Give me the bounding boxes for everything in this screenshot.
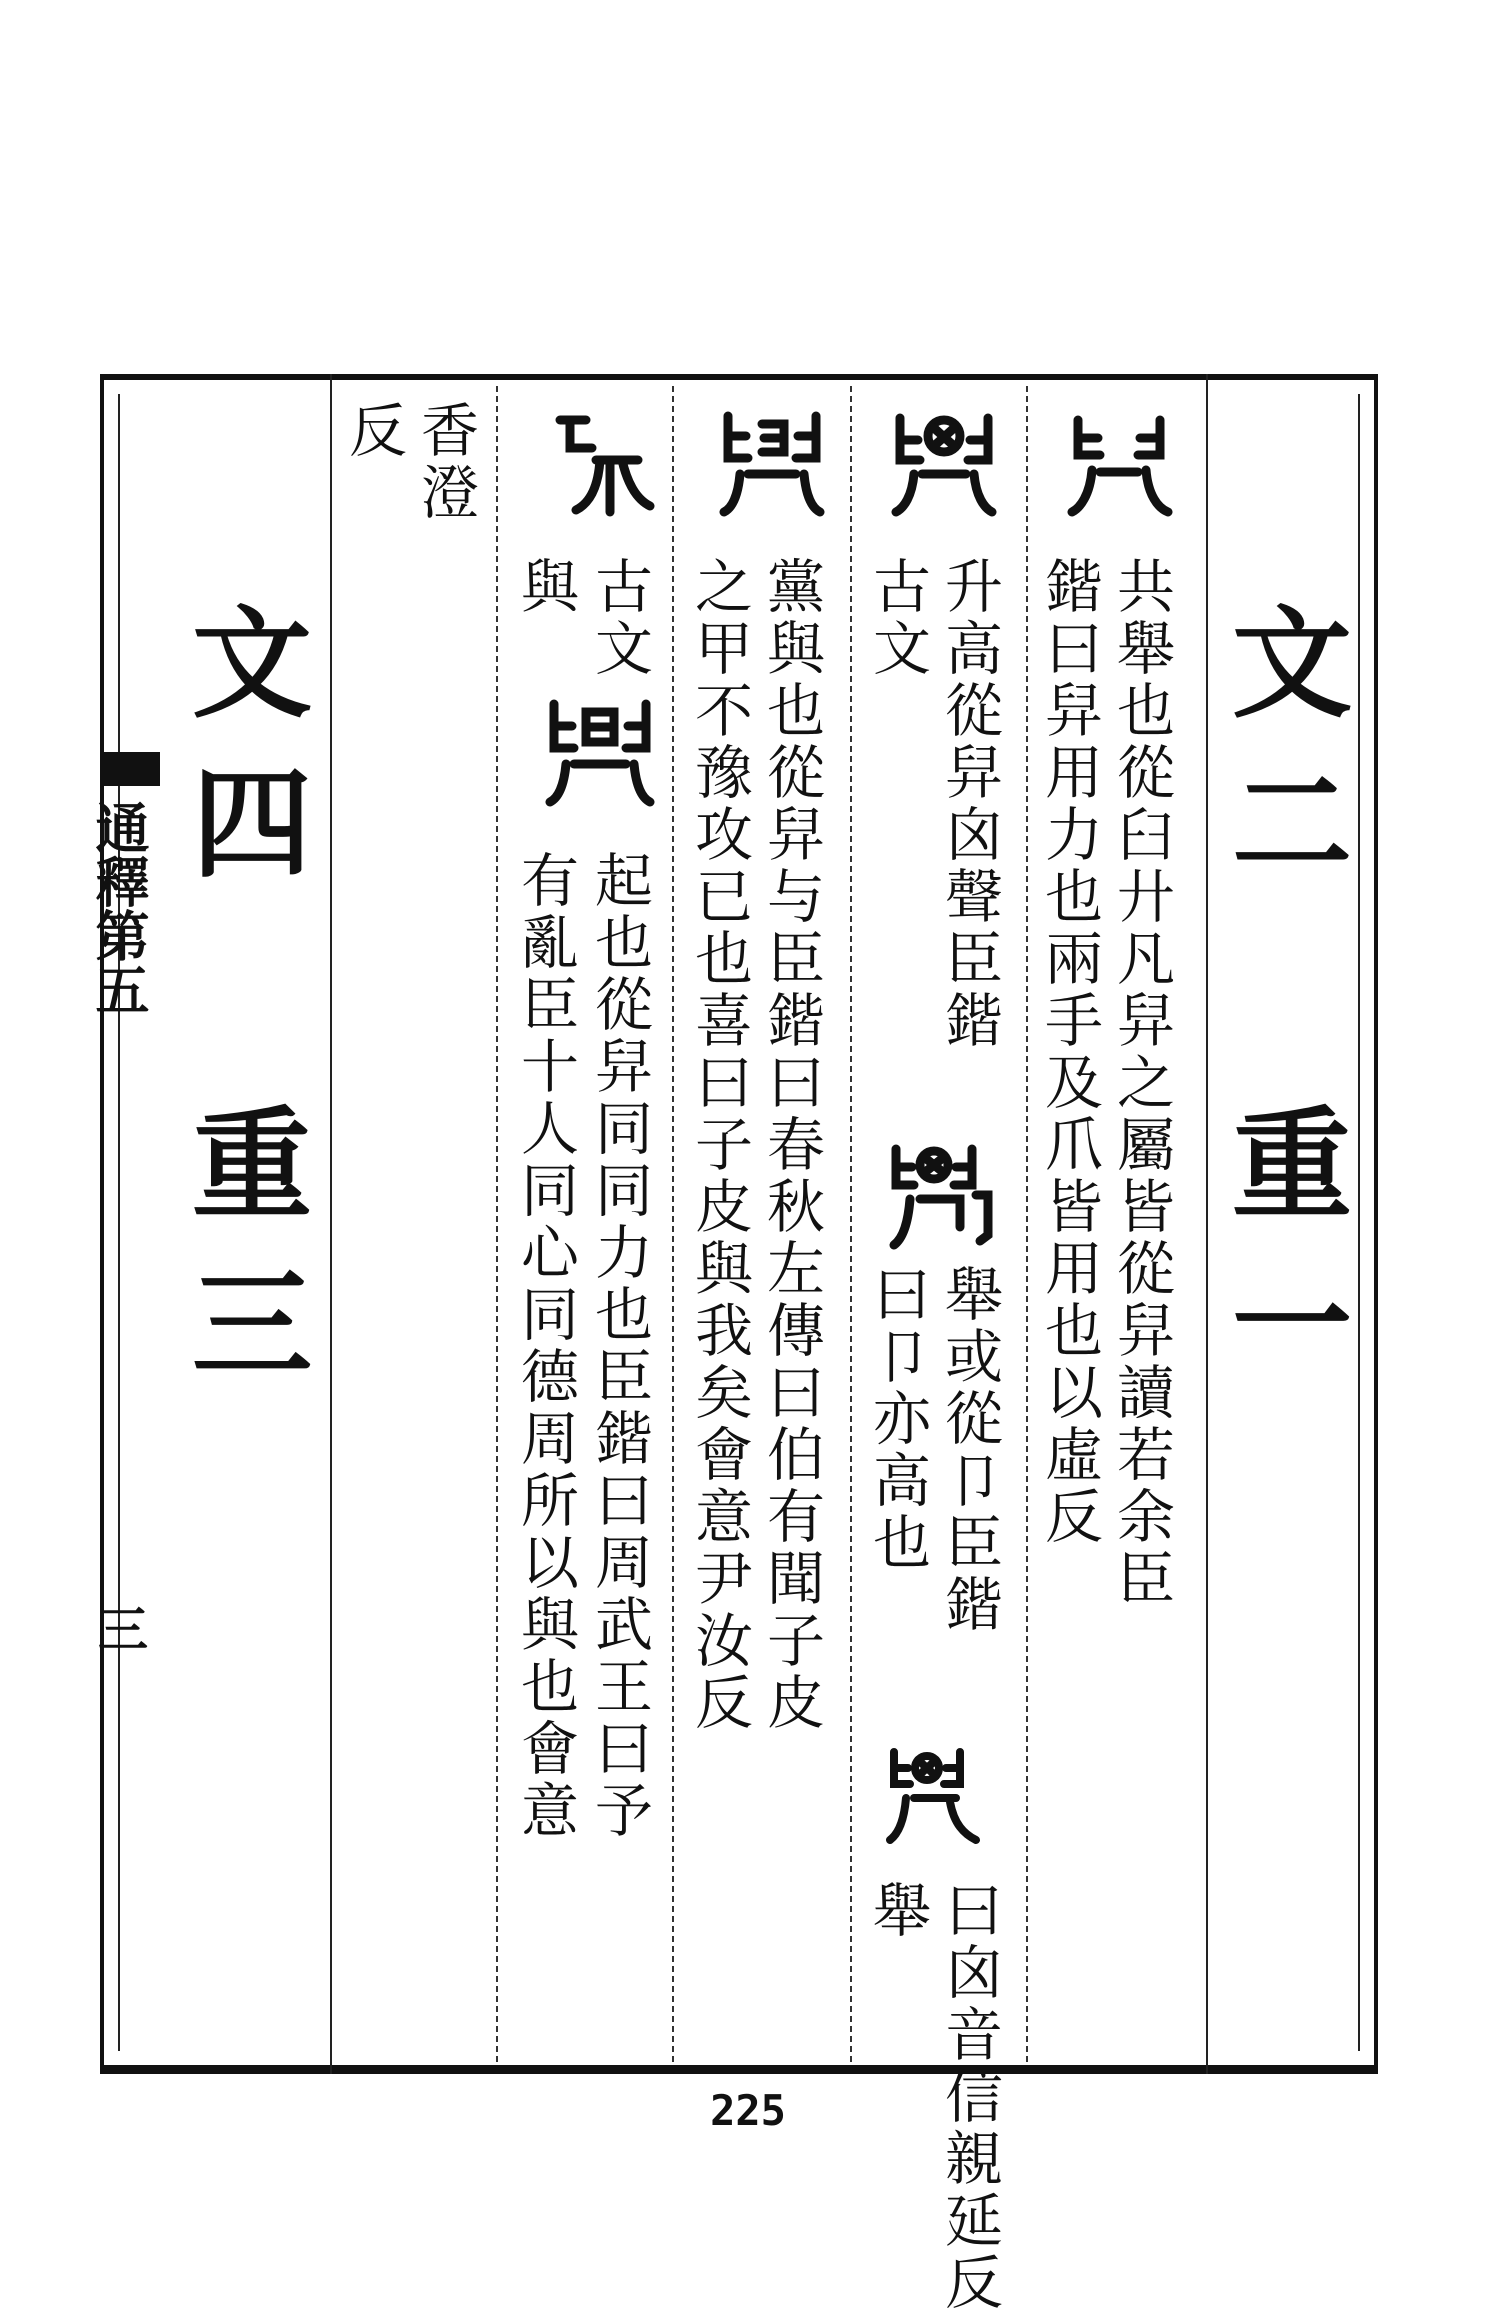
section-count-right: 文二 重一 bbox=[1212, 600, 1353, 1421]
seal-glyph-2 bbox=[884, 400, 1004, 520]
text-column: 曰卩亦高也 bbox=[863, 1264, 931, 1574]
seal-glyph-7 bbox=[540, 690, 660, 810]
text-column: 有亂臣十人同心同德周所以與也會意 bbox=[511, 850, 579, 1842]
column-rule-dashed bbox=[672, 386, 674, 2062]
text-column: 鍇曰舁用力也兩手及爪皆用也以虛反 bbox=[1035, 556, 1103, 1548]
margin-tab-marker bbox=[100, 752, 160, 786]
text-column: 與 bbox=[511, 556, 579, 618]
text-column: 曰囟音信親延反 bbox=[935, 1880, 1003, 2314]
seal-glyph-4 bbox=[880, 1740, 990, 1850]
text-column: 共舉也從臼廾凡舁之屬皆從舁讀若余臣 bbox=[1107, 556, 1175, 1610]
text-column: 古文 bbox=[585, 556, 653, 680]
seal-glyph-3 bbox=[880, 1135, 1000, 1255]
text-column: 之甲不豫攻已也喜曰子皮與我矣會意尹汝反 bbox=[685, 556, 753, 1734]
text-column: 升高從舁囟聲臣鍇 bbox=[935, 556, 1003, 1052]
seal-glyph-5 bbox=[712, 400, 832, 520]
page-number: 225 bbox=[710, 2086, 786, 2135]
column-rule bbox=[330, 374, 332, 2074]
column-rule-dashed bbox=[496, 386, 498, 2062]
column-rule bbox=[1206, 374, 1208, 2074]
text-column: 起也從舁同同力也臣鍇曰周武王曰予 bbox=[585, 850, 653, 1842]
text-column: 舉或從卩臣鍇 bbox=[935, 1264, 1003, 1636]
margin-title: 通釋第五 bbox=[87, 800, 151, 1016]
text-column: 香澄 bbox=[411, 400, 479, 524]
text-column: 黨與也從舁与臣鍇曰春秋左傳曰伯有聞子皮 bbox=[757, 556, 825, 1734]
column-rule-dashed bbox=[850, 386, 852, 2062]
text-column: 古文 bbox=[863, 556, 931, 680]
text-column: 舉 bbox=[863, 1880, 931, 1942]
section-count-left: 文四 重三 bbox=[172, 600, 313, 1421]
seal-glyph-6 bbox=[540, 400, 660, 520]
margin-folio: 三 bbox=[98, 1600, 148, 1659]
seal-glyph-1 bbox=[1060, 400, 1180, 520]
column-rule-dashed bbox=[1026, 386, 1028, 2062]
text-column: 反 bbox=[339, 400, 407, 462]
